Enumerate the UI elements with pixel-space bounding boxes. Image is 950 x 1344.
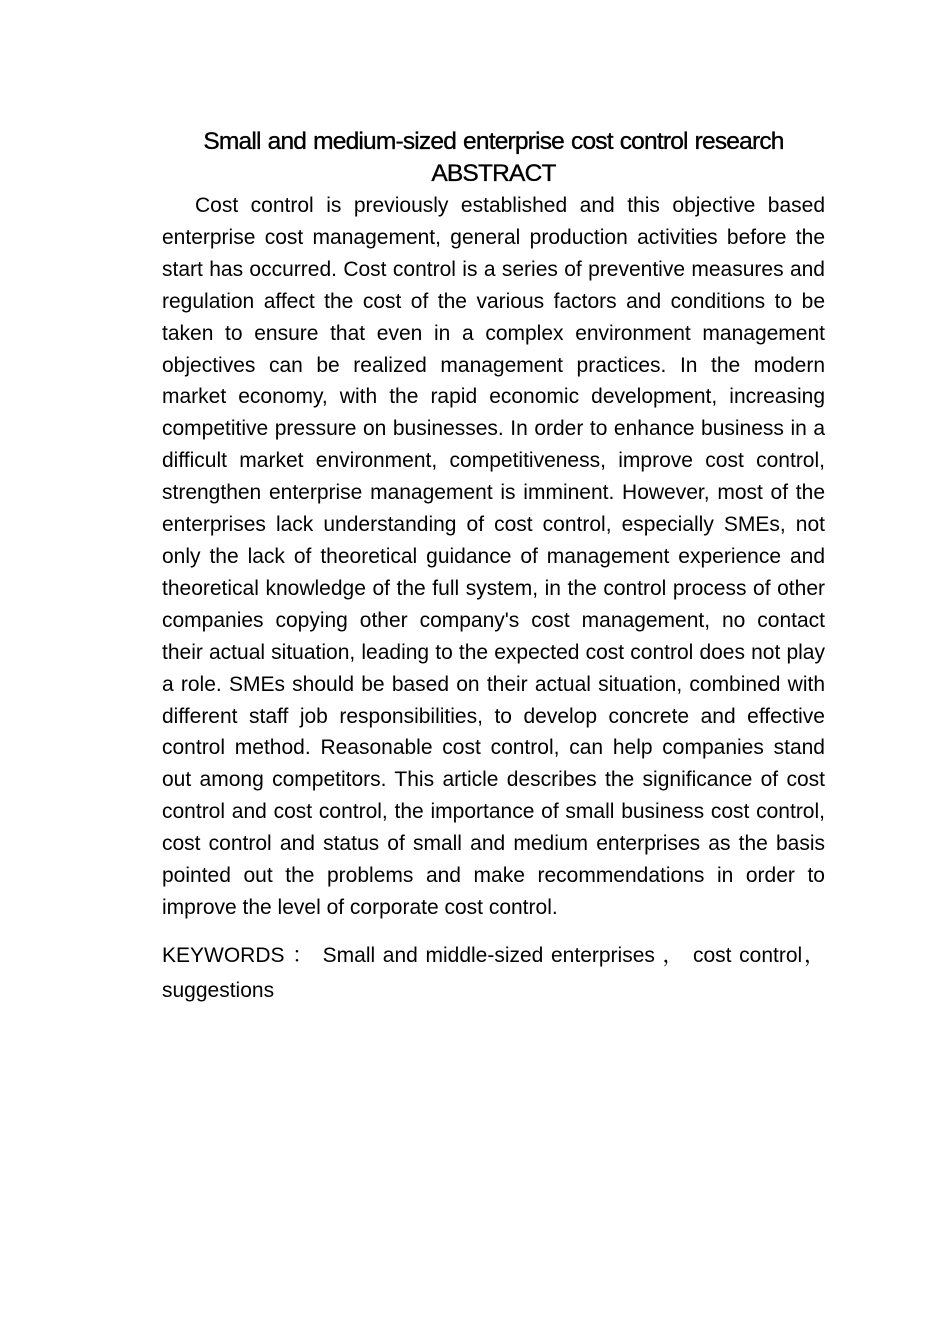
keywords-paragraph: [162, 938, 825, 1008]
document-title: Small and medium-sized enterprise cost control research: [203, 128, 784, 155]
keywords-text: Small and middle-sized enterprises ， cost control，suggestions: [162, 943, 825, 1002]
document-page: [162, 126, 825, 1008]
abstract-heading: ABSTRACT: [431, 160, 556, 187]
abstract-body: Cost control is previously established and this objective based enterprise cost management, general production activities before the start has occurred. Cost control is a series of preventive measures and regulation affect the cost of the various factors and conditions to be taken to ensure that even in a complex environment management objectives can be realized management practices. In the modern market economy, with the rapid economic development, increasing competitive pressure on businesses. In order to enhance business in a difficult market environment, competitiveness, improve cost control, strengthen enterprise management is imminent. However, most of the enterprises lack understanding of cost control, especially SMEs, not only the lack of theoretical guidance of management experience and theoretical knowledge of the full system, in the control process of other companies copying other company's cost management, no contact their actual situation, leading to the expected cost control does not play a role. SMEs should be based on their actual situation, combined with different staff job responsibilities, to develop concrete and effective control method. Reasonable cost control, can help companies stand out among competitors. This article describes the significance of cost control and cost control, the importance of small business cost control, cost control and status of small and medium enterprises as the basis pointed out the problems and make recommendations in order to improve the level of corporate cost control.: [162, 194, 825, 919]
keywords-label: KEYWORDS ：: [162, 943, 315, 967]
